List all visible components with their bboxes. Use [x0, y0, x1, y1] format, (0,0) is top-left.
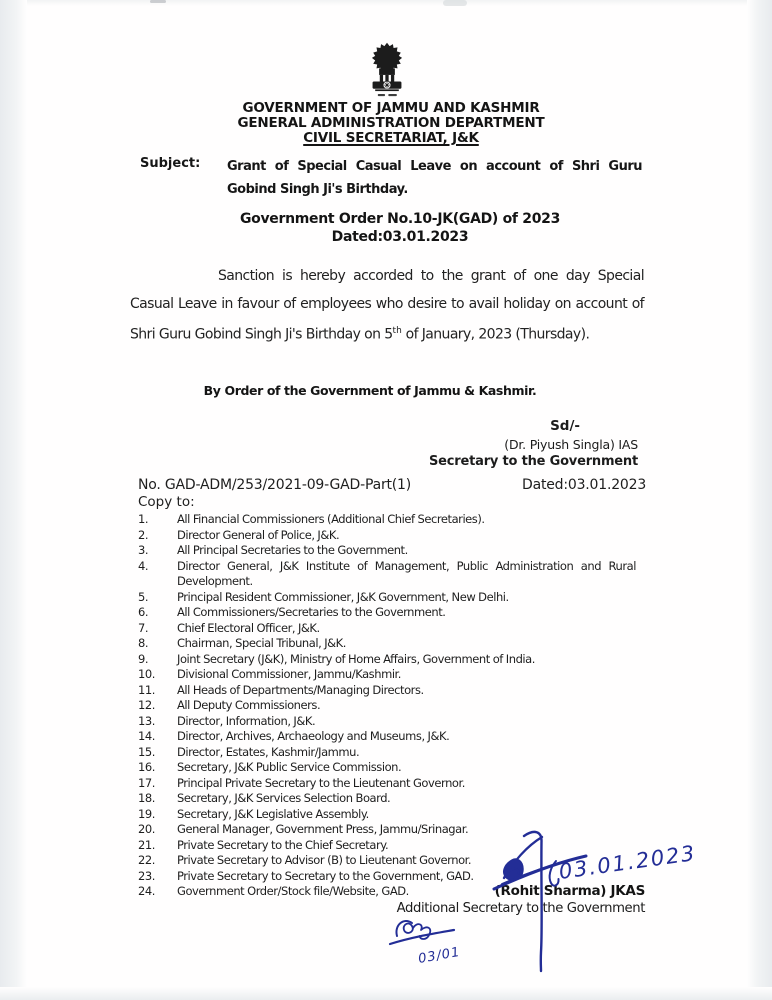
secretariat-name: CIVIL SECRETARIAT, J&K: [303, 130, 479, 146]
copy-to-item-number: 11.: [138, 682, 155, 697]
copy-to-item: [138, 636, 636, 652]
copy-to-item-text: Secretary, J&K Services Selection Board.: [177, 791, 391, 805]
copy-to-item-number: 14.: [138, 729, 155, 743]
copy-to-item-text: Principal Resident Commissioner, J&K Government, New Delhi.: [177, 589, 509, 604]
copy-to-item-number: 1.: [138, 512, 149, 526]
order-date: Dated:03.01.2023: [331, 229, 469, 245]
copy-to-item-text: Director, Archives, Archaeology and Museums, J&K.: [177, 729, 450, 743]
body-paragraph: [130, 263, 644, 349]
copy-to-item-text: Private Secretary to Advisor (B) to Lieutenant Governor.: [177, 853, 472, 867]
copy-to-item: [138, 667, 636, 683]
copy-to-item: [138, 528, 636, 544]
order-heading: [130, 210, 670, 246]
handwritten-initials: [390, 921, 454, 944]
copy-to-item-number: 5.: [138, 589, 149, 604]
scan-artifact: [150, 0, 166, 3]
copy-to-item-number: 18.: [138, 791, 155, 805]
copy-to-item: [138, 543, 636, 559]
copy-to-item-number: 8.: [138, 636, 149, 650]
ashoka-lion-capital-emblem: [366, 42, 408, 100]
copy-to-item: [138, 559, 636, 590]
copy-to-item-number: 6.: [138, 605, 149, 619]
copy-to-item-number: 13.: [138, 713, 155, 728]
copy-to-item: [138, 853, 636, 869]
copy-to-item-text: Secretary, J&K Public Service Commission.: [177, 760, 402, 774]
copy-to-item-text: Divisional Commissioner, Jammu/Kashmir.: [177, 667, 401, 681]
copy-to-item-text: Chief Electoral Officer, J&K.: [177, 620, 320, 635]
copy-to-item-number: 19.: [138, 806, 155, 821]
copy-to-item: [138, 590, 636, 606]
copy-to-item: [138, 652, 636, 668]
copy-to-item: [138, 869, 636, 885]
department-name: GENERAL ADMINISTRATION DEPARTMENT: [237, 115, 545, 131]
reference-number: No. GAD-ADM/253/2021-09-GAD-Part(1): [138, 477, 412, 493]
copy-to-item: [138, 621, 636, 637]
copy-to-item-text: All Commissioners/Secretaries to the Government.: [177, 605, 446, 619]
copy-to-item-number: 23.: [138, 868, 155, 883]
copy-to-item: [138, 791, 636, 807]
copy-to-item-number: 4.: [138, 558, 149, 573]
copy-to-item: [138, 698, 636, 714]
reference-date: Dated:03.01.2023: [522, 477, 647, 493]
copy-to-item-number: 2.: [138, 527, 149, 542]
handwritten-date: 03.01.2023: [557, 840, 698, 884]
subject-label: Subject:: [140, 156, 201, 171]
sd-line: Sd/-: [550, 418, 580, 434]
body-text-after-superscript: of January, 2023 (Thursday).: [401, 326, 590, 343]
copy-to-item-text: All Financial Commissioners (Additional Chief Secretaries).: [177, 512, 485, 526]
copy-to-item-text: All Principal Secretaries to the Government.: [177, 543, 408, 557]
government-name: GOVERNMENT OF JAMMU AND KASHMIR: [242, 100, 540, 116]
copy-to-item-number: 21.: [138, 837, 155, 852]
body-text-before-superscript: Sanction is hereby accorded to the grant of one day Special Casual Leave in favour of employees who desire to avail holiday on account of Shri Guru Gobind Singh Ji's Birthday on 5: [130, 268, 644, 343]
copy-to-item-text: All Deputy Commissioners.: [177, 698, 321, 712]
copy-to-item-number: 12.: [138, 698, 155, 712]
copy-to-item: [138, 822, 636, 838]
copy-to-list: [138, 512, 636, 900]
copy-to-item-text: Director, Estates, Kashmir/Jammu.: [177, 744, 360, 759]
copy-to-item-text: Chairman, Special Tribunal, J&K.: [177, 636, 346, 650]
copy-to-item-number: 15.: [138, 744, 155, 759]
endorsement-name: (Rohit Sharma) JKAS: [494, 883, 645, 899]
copy-to-item: [138, 714, 636, 730]
copy-to-item-text: Joint Secretary (J&K), Ministry of Home Affairs, Government of India.: [177, 651, 535, 666]
signatory-designation: Secretary to the Government: [429, 454, 638, 469]
copy-to-label: Copy to:: [138, 494, 195, 510]
copy-to-item-number: 3.: [138, 543, 149, 557]
copy-to-item: [138, 683, 636, 699]
scan-edge-left: [0, 0, 27, 1000]
endorsement-designation: Additional Secretary to the Government: [396, 901, 645, 916]
scan-artifact: [443, 0, 467, 6]
copy-to-item-number: 22.: [138, 853, 155, 867]
copy-to-item-number: 10.: [138, 667, 155, 681]
copy-to-item-text: General Manager, Government Press, Jammu/Srinagar.: [177, 822, 469, 836]
copy-to-item-text: Private Secretary to the Chief Secretary.: [177, 837, 389, 852]
ordinal-superscript: th: [392, 326, 402, 336]
scan-edge-bottom: [0, 987, 772, 1000]
copy-to-item-number: 16.: [138, 760, 155, 774]
copy-to-item-number: 9.: [138, 651, 149, 666]
signatory-name: (Dr. Piyush Singla) IAS: [504, 436, 638, 452]
copy-to-item: [138, 776, 636, 792]
copy-to-item-text: Director General, J&K Institute of Management, Public Administration and Rural Development.: [177, 558, 636, 588]
copy-to-item-text: Director General of Police, J&K.: [177, 527, 340, 542]
copy-to-item: [138, 729, 636, 745]
copy-to-item-text: Government Order/Stock file/Website, GAD.: [177, 884, 409, 898]
copy-to-item: [138, 512, 636, 528]
signatory-block: [429, 418, 638, 471]
order-number: Government Order No.10-JK(GAD) of 2023: [239, 211, 561, 227]
copy-to-item-text: Secretary, J&K Legislative Assembly.: [177, 806, 369, 821]
copy-to-item-text: Director, Information, J&K.: [177, 713, 316, 728]
copy-to-item-number: 7.: [138, 620, 149, 635]
copy-to-item: [138, 605, 636, 621]
copy-to-item: [138, 760, 636, 776]
scan-edge-top: [0, 0, 772, 6]
scan-edge-right: [747, 0, 772, 1000]
copy-to-item-text: Private Secretary to Secretary to the Government, GAD.: [177, 868, 474, 883]
by-order-line: By Order of the Government of Jammu & Kashmir.: [203, 383, 537, 398]
copy-to-item-text: All Heads of Departments/Managing Directors.: [177, 682, 424, 697]
copy-to-item: [138, 807, 636, 823]
copy-to-item-number: 17.: [138, 775, 155, 790]
copy-to-item-number: 20.: [138, 822, 155, 836]
copy-to-item: [138, 745, 636, 761]
handwritten-date-small: 03/01: [417, 944, 462, 967]
copy-to-item: [138, 838, 636, 854]
copy-to-item-number: 24.: [138, 884, 155, 898]
subject-text: Grant of Special Casual Leave on account of Shri Guru Gobind Singh Ji's Birthday.: [227, 159, 642, 197]
copy-to-item-text: Principal Private Secretary to the Lieutenant Governor.: [177, 775, 465, 790]
